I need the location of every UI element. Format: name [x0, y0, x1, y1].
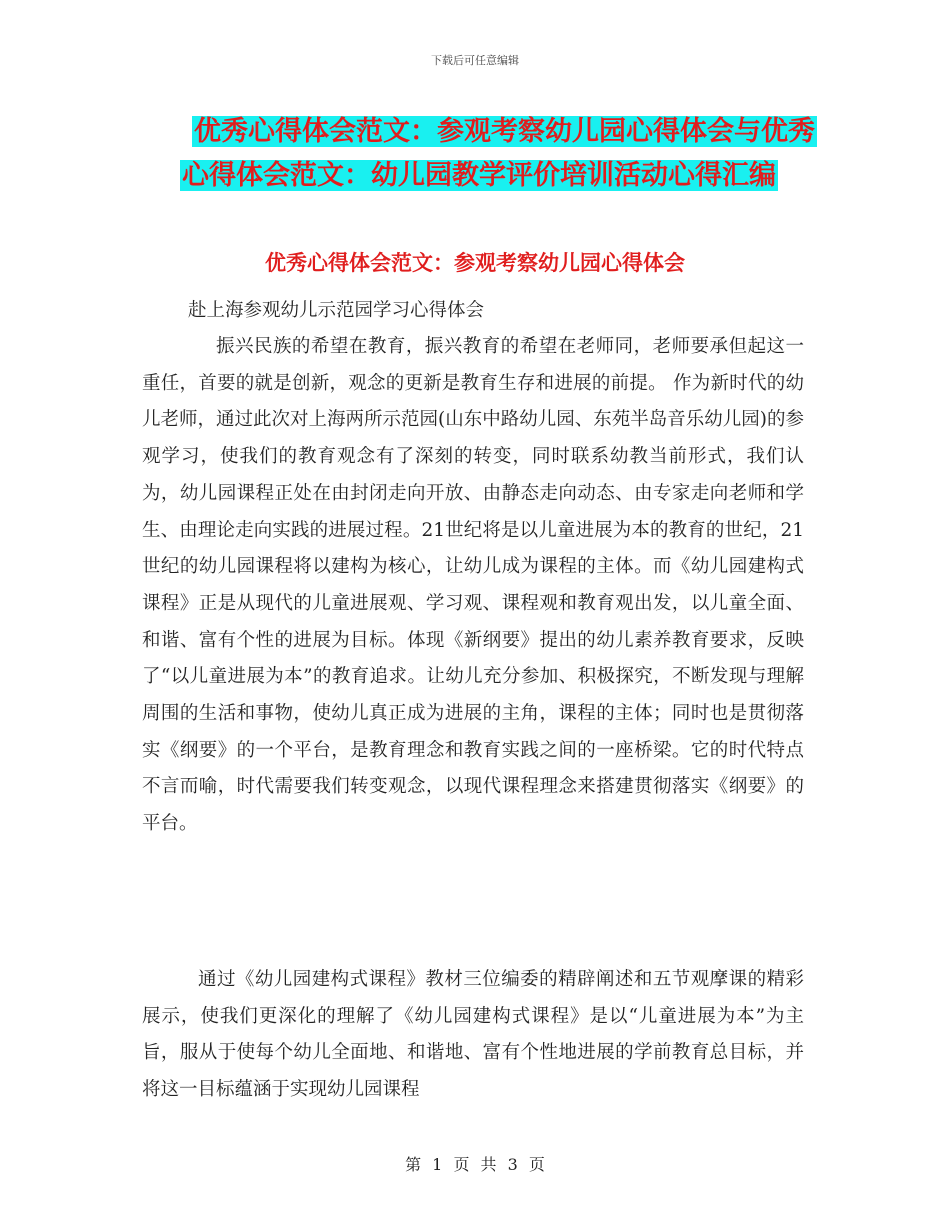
section-title: 优秀心得体会范文：参观考察幼儿园心得体会 [265, 251, 685, 275]
title-line-1: 优秀心得体会范文：参观考察幼儿园心得体会与优秀 [194, 116, 815, 147]
body-paragraph-1: 振兴民族的希望在教育，振兴教育的希望在老师同，老师要承但起这一重任，首要的就是创新，观念的更新是教育生存和进展的前提。 作为新时代的幼儿老师，通过此次对上海两所示范园(山东中路幼儿园、东苑半岛音乐幼儿园)的参观学习，使我们的教育观念有了深刻的转变，同时联系幼教当前形式，我们认为，幼儿园课程正处在由封闭走向开放、由静态走向动态、由专家走向老师和学生、由理论走向实践的进展过程。21世纪将是以儿童进展为本的教育的世纪，21世纪的幼儿园课程将以建构为核心，让幼儿成为课程的主体。而《幼儿园建构式课程》正是从现代的儿童进展观、学习观、课程观和教育观出发，以儿童全面、和谐、富有个性的进展为目标。体现《新纲要》提出的幼儿素养教育要求，反映了“以儿童进展为本”的教育追求。让幼儿充分参加、积极探究，不断发现与理解周围的生活和事物，使幼儿真正成为进展的主角，课程的主体；同时也是贯彻落实《纲要》的一个平台，是教育理念和教育实践之间的一座桥梁。它的时代特点不言而喻，时代需要我们转变观念，以现代课程理念来搭建贯彻落实《纲要》的平台。 [142, 336, 804, 835]
article-subheading: 赴上海参观幼儿示范园学习心得体会 [188, 300, 485, 321]
body-paragraph-2: 通过《幼儿园建构式课程》教材三位编委的精辟阐述和五节观摩课的精彩展示，使我们更深化的理解了《幼儿园建构式课程》是以“儿童进展为本”为主旨，服从于使每个幼儿全面地、和谐地、富有个性地进展的学前教育总目标，并将这一目标蕴涵于实现幼儿园课程 [142, 969, 804, 1101]
document-title [180, 110, 820, 198]
page-header-note: 下载后可任意编辑 [431, 54, 519, 67]
page-number-footer: 第 1 页 共 3 页 [405, 1155, 545, 1174]
title-line-2: 心得体会范文：幼儿园教学评价培训活动心得汇编 [182, 160, 776, 191]
